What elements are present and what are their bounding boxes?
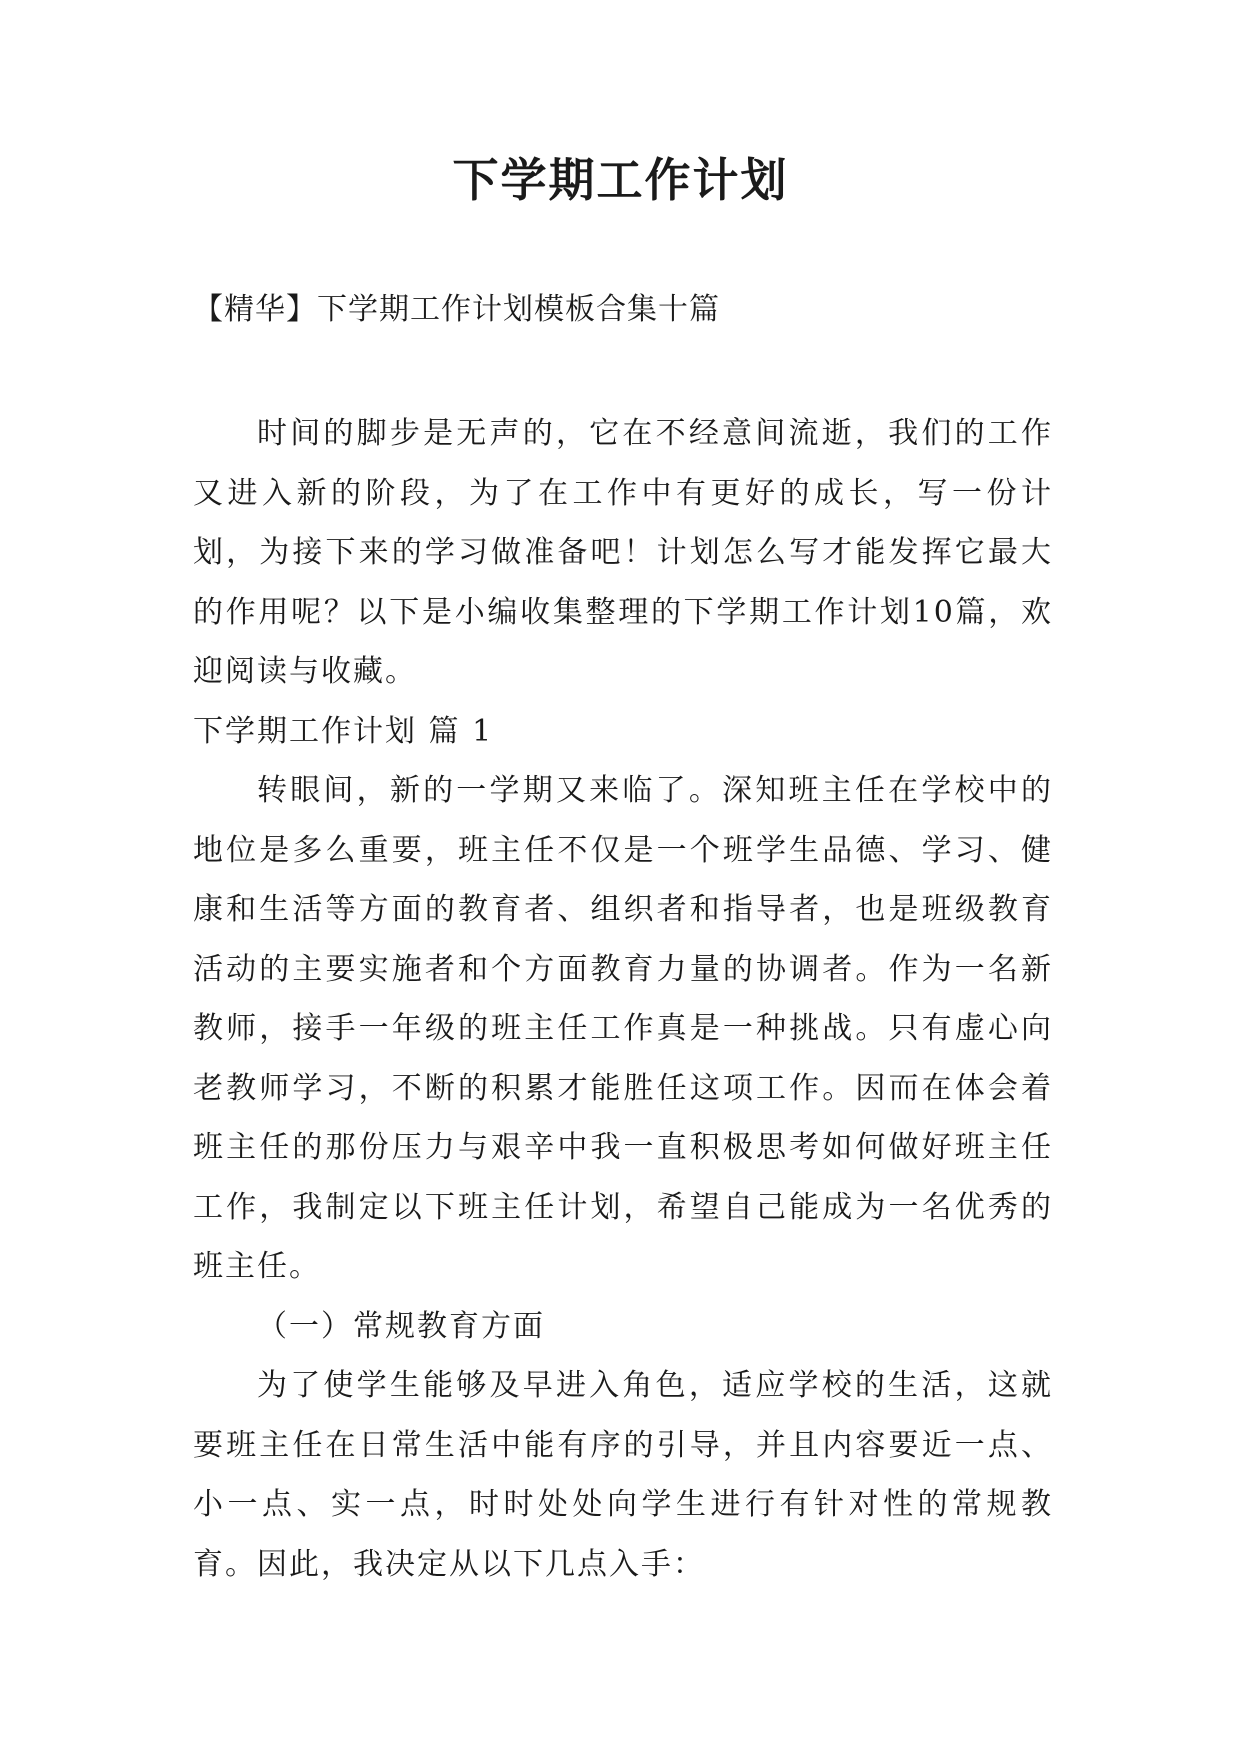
document-subtitle: 【精华】下学期工作计划模板合集十篇	[193, 292, 720, 327]
intro-paragraph: 时间的脚步是无声的，它在不经意间流逝，我们的工作又进入新的阶段，为了在工作中有更好的成长，写一份计划，为接下来的学习做准备吧！计划怎么写才能发挥它最大的作用呢？以下是小编收集整理的下学期工作计划10篇，欢迎阅读与收藏。	[193, 416, 1053, 689]
section-heading: （一）常规教育方面	[257, 1308, 545, 1344]
document-body	[193, 404, 1053, 1594]
article-heading: 下学期工作计划 篇 1	[193, 713, 494, 749]
section-paragraph: 为了使学生能够及早进入角色，适应学校的生活，这就要班主任在日常生活中能有序的引导，并且内容要近一点、小一点、实一点，时时处处向学生进行有针对性的常规教育。因此，我决定从以下几点入手：	[193, 1368, 1053, 1582]
document-title: 下学期工作计划	[452, 153, 789, 207]
article-paragraph: 转眼间，新的一学期又来临了。深知班主任在学校中的地位是多么重要，班主任不仅是一个班学生品德、学习、健康和生活等方面的教育者、组织者和指导者，也是班级教育活动的主要实施者和个方面教育力量的协调者。作为一名新教师，接手一年级的班主任工作真是一种挑战。只有虚心向老教师学习，不断的积累才能胜任这项工作。因而在体会着班主任的那份压力与艰辛中我一直积极思考如何做好班主任工作，我制定以下班主任计划，希望自己能成为一名优秀的班主任。	[193, 773, 1053, 1284]
